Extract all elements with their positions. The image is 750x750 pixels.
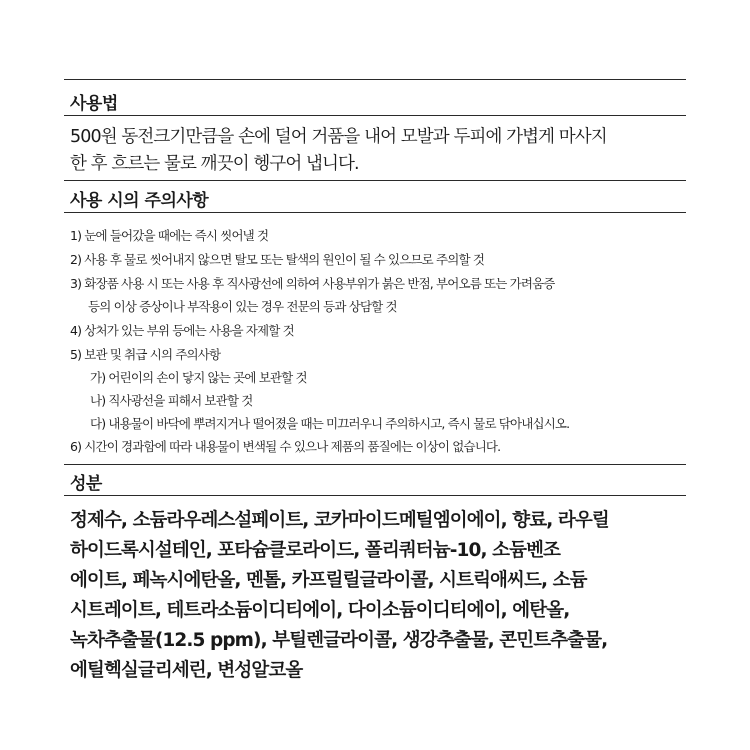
caution-item: 5) 보관 및 취급 시의 주의사항 — [70, 347, 221, 362]
ingredient-line: 시트레이트, 테트라소듐이디티에이, 다이소듐이디티에이, 에탄올, — [70, 600, 570, 621]
caution-item: 1) 눈에 들어갔을 때에는 즉시 씻어낼 것 — [70, 228, 269, 243]
usage-line: 한 후 흐르는 물로 깨끗이 헹구어 냅니다. — [70, 154, 359, 174]
caution-subitem: 나) 직사광선을 피해서 보관할 것 — [90, 393, 253, 408]
ingredient-line: 에틸헥실글리세린, 변성알코올 — [70, 660, 303, 681]
ingredients-heading: 성분 — [70, 474, 102, 494]
caution-item: 4) 상처가 있는 부위 등에는 사용을 자제할 것 — [70, 323, 294, 338]
caution-item: 3) 화장품 사용 시 또는 사용 후 직사광선에 의하여 사용부위가 붉은 반점, 부어오름 또는 가려움증 — [70, 276, 555, 291]
cautions-heading: 사용 시의 주의사항 — [70, 191, 209, 211]
ingredient-line: 하이드록시설테인, 포타슘클로라이드, 폴리쿼터늄-10, 소듐벤조 — [70, 540, 561, 561]
caution-subitem: 가) 어린이의 손이 닿지 않는 곳에 보관할 것 — [90, 370, 307, 385]
caution-item: 6) 시간이 경과함에 따라 내용물이 변색될 수 있으나 제품의 품질에는 이상이 없습니다. — [70, 439, 501, 454]
usage-heading-rule — [64, 115, 686, 116]
usage-heading: 사용법 — [70, 94, 118, 114]
section-top-rule — [64, 79, 686, 80]
caution-item: 2) 사용 후 물로 씻어내지 않으면 탈모 또는 탈색의 원인이 될 수 있으므로 주의할 것 — [70, 252, 485, 267]
usage-line: 500원 동전크기만큼을 손에 덜어 거품을 내어 모발과 두피에 가볍게 마사지 — [70, 127, 607, 147]
caution-item-continuation: 등의 이상 증상이나 부작용이 있는 경우 전문의 등과 상담할 것 — [88, 299, 397, 314]
cautions-top-rule — [64, 180, 686, 181]
ingredients-heading-rule — [64, 495, 686, 496]
caution-subitem: 다) 내용물이 바닥에 뿌려지거나 떨어졌을 때는 미끄러우니 주의하시고, 즉시 물로 닦아내십시오. — [90, 416, 570, 431]
cautions-heading-rule — [64, 212, 686, 213]
ingredient-line: 정제수, 소듐라우레스설페이트, 코카마이드메틸엠이에이, 향료, 라우릴 — [70, 510, 609, 531]
ingredients-top-rule — [64, 464, 686, 465]
ingredient-line: 녹차추출물(12.5 ppm), 부틸렌글라이콜, 생강추출물, 콘민트추출물, — [70, 630, 608, 651]
ingredient-line: 에이트, 페녹시에탄올, 멘톨, 카프릴릴글라이콜, 시트릭애씨드, 소듐 — [70, 570, 587, 591]
